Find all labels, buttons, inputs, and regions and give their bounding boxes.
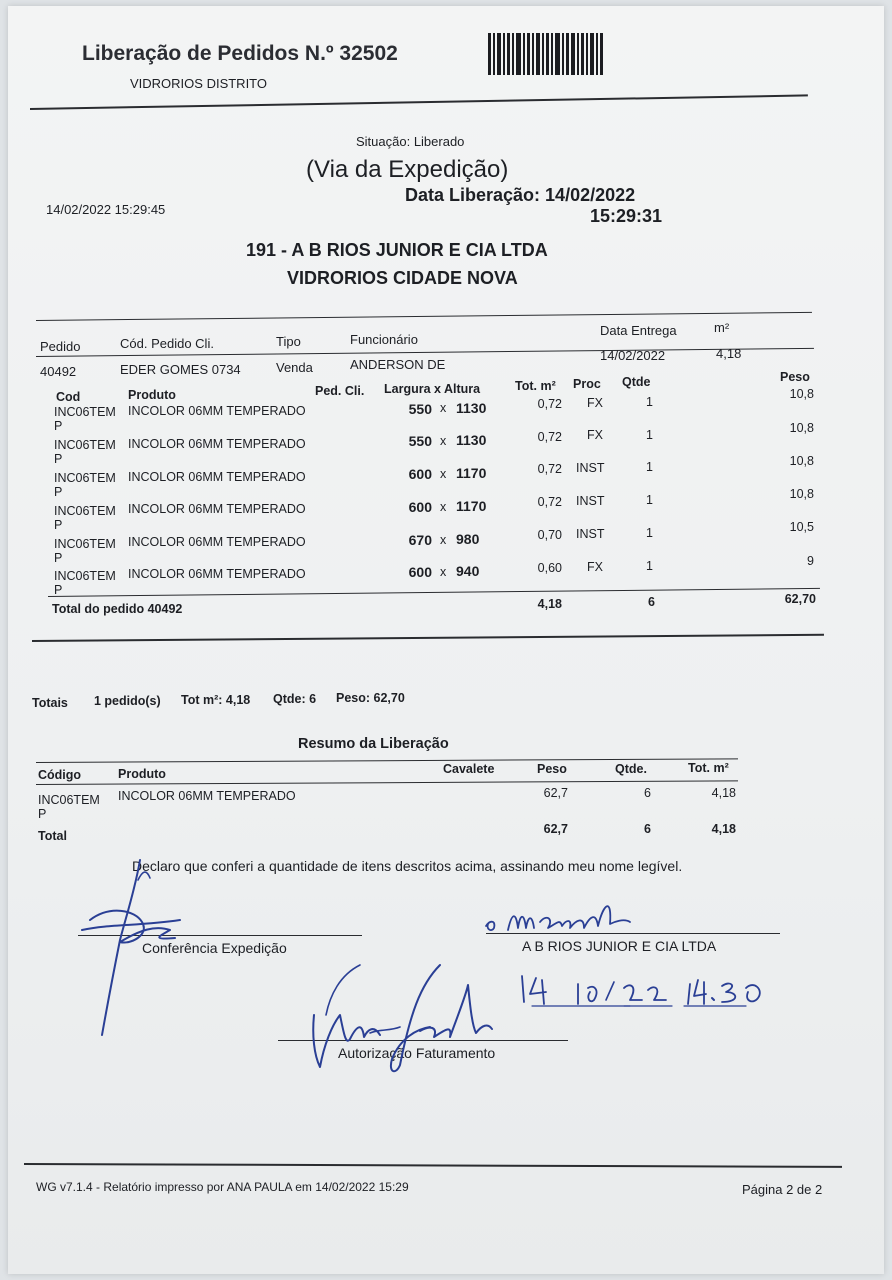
total-pedido-m2: 4,18 (537, 597, 562, 611)
item-peso: 10,8 (789, 387, 814, 401)
item-cod-suffix: P (54, 452, 63, 466)
item-cod-suffix: P (54, 518, 63, 532)
col-cod-pedido-cli: Cód. Pedido Cli. (120, 336, 214, 351)
resumo-col-codigo: Código (38, 768, 82, 782)
item-tot-m2: 0,60 (537, 561, 562, 575)
item-peso: 10,8 (789, 454, 814, 468)
resumo-total-label: Total (38, 829, 67, 843)
item-cod: INC06TEM (54, 504, 116, 518)
order-m2: 4,18 (716, 346, 742, 361)
item-largura: 550 (408, 401, 432, 417)
item-altura: 1170 (456, 465, 487, 481)
item-x: x (440, 565, 447, 579)
item-cod: INC06TEM (54, 405, 116, 419)
item-largura: 550 (408, 433, 432, 449)
footer-text: WG v7.1.4 - Relatório impresso por ANA PAULA em 14/02/2022 15:29 (36, 1180, 409, 1194)
document-subtitle: VIDRORIOS DISTRITO (130, 76, 267, 91)
document-title: Liberação de Pedidos N.º 32502 (82, 42, 398, 65)
item-peso: 10,8 (789, 421, 814, 435)
item-qtde: 1 (646, 395, 653, 409)
signature-label-empresa: A B RIOS JUNIOR E CIA LTDA (522, 938, 717, 954)
totais-pedidos: 1 pedido(s) (94, 694, 161, 708)
item-cod-suffix: P (54, 419, 63, 433)
item-altura: 1130 (456, 432, 487, 448)
item-produto: INCOLOR 06MM TEMPERADO (128, 404, 306, 418)
resumo-produto: INCOLOR 06MM TEMPERADO (118, 789, 296, 803)
resumo-qtde: 6 (644, 786, 651, 800)
item-proc: INST (576, 494, 605, 508)
signature-conferencia-drawing (80, 850, 200, 1050)
item-largura: 600 (408, 499, 432, 515)
resumo-col-cavalete: Cavalete (443, 762, 495, 776)
item-produto: INCOLOR 06MM TEMPERADO (128, 470, 306, 484)
item-qtde: 1 (646, 460, 653, 474)
item-col-peso: Peso (780, 370, 810, 384)
order-tipo: Venda (276, 360, 313, 375)
item-x: x (440, 401, 447, 415)
resumo-col-peso: Peso (537, 762, 567, 776)
item-x: x (440, 533, 447, 547)
item-altura: 1130 (456, 400, 487, 416)
item-produto: INCOLOR 06MM TEMPERADO (128, 437, 306, 451)
item-col-largura-altura: Largura x Altura (384, 382, 481, 396)
handwritten-date-drawing (518, 970, 788, 1010)
item-col-proc: Proc (573, 377, 601, 391)
totais-tot-m2: Tot m²: 4,18 (181, 693, 251, 707)
resumo-col-produto: Produto (118, 767, 166, 781)
signature-autorizacao-drawing (300, 955, 500, 1075)
item-tot-m2: 0,72 (537, 462, 562, 476)
item-cod-suffix: P (54, 485, 63, 499)
item-col-qtde: Qtde (622, 375, 651, 389)
resumo-total-m2: 4,18 (711, 822, 736, 836)
data-liberacao-time: 15:29:31 (590, 206, 663, 226)
item-col-produto: Produto (128, 388, 176, 402)
item-col-ped-cli: Ped. Cli. (315, 384, 365, 398)
via-expedicao-text: (Via da Expedição) (306, 156, 509, 183)
item-tot-m2: 0,72 (537, 430, 562, 444)
resumo-tot-m2: 4,18 (711, 786, 736, 800)
resumo-total-qtde: 6 (644, 822, 651, 836)
data-liberacao-label: Data Liberação: 14/02/2022 (405, 185, 636, 205)
col-funcionario: Funcionário (350, 332, 418, 347)
order-cod-pedido-cli: EDER GOMES 0734 (120, 362, 241, 377)
resumo-codigo-suffix: P (38, 807, 47, 821)
resumo-col-tot-m2: Tot. m² (688, 761, 729, 775)
resumo-total-peso: 62,7 (543, 822, 568, 836)
item-proc: INST (576, 461, 605, 475)
page-number: Página 2 de 2 (742, 1182, 823, 1197)
item-produto: INCOLOR 06MM TEMPERADO (128, 567, 306, 581)
col-m2: m² (714, 320, 730, 335)
item-cod: INC06TEM (54, 438, 116, 452)
totais-peso: Peso: 62,70 (336, 691, 405, 705)
item-col-cod: Cod (56, 390, 81, 404)
item-qtde: 1 (646, 428, 653, 442)
item-produto: INCOLOR 06MM TEMPERADO (128, 502, 306, 516)
item-peso: 10,8 (789, 487, 814, 501)
item-tot-m2: 0,72 (537, 397, 562, 411)
item-peso: 9 (807, 554, 814, 568)
resumo-col-qtde: Qtde. (615, 762, 647, 776)
order-pedido: 40492 (40, 364, 77, 379)
item-cod: INC06TEM (54, 471, 116, 485)
signature-label-conferencia: Conferência Expedição (142, 940, 287, 956)
order-data-entrega: 14/02/2022 (600, 348, 666, 363)
col-tipo: Tipo (276, 334, 301, 349)
item-altura: 940 (456, 563, 480, 579)
item-tot-m2: 0,72 (537, 495, 562, 509)
item-proc: FX (587, 428, 603, 442)
item-qtde: 1 (646, 559, 653, 573)
totais-label: Totais (32, 696, 68, 710)
totais-qtde: Qtde: 6 (273, 692, 317, 706)
item-cod-suffix: P (54, 551, 63, 565)
col-pedido: Pedido (40, 339, 81, 354)
item-largura: 600 (408, 466, 432, 482)
item-largura: 600 (408, 564, 432, 580)
item-x: x (440, 467, 447, 481)
total-pedido-qtde: 6 (648, 595, 655, 609)
total-pedido-label: Total do pedido 40492 (52, 602, 183, 616)
item-produto: INCOLOR 06MM TEMPERADO (128, 535, 306, 549)
print-datetime: 14/02/2022 15:29:45 (46, 202, 166, 217)
item-col-tot-m2: Tot. m² (515, 379, 556, 393)
item-largura: 670 (408, 532, 432, 548)
cliente-store: VIDRORIOS CIDADE NOVA (287, 268, 518, 288)
item-cod: INC06TEM (54, 569, 116, 583)
declaracao-text: Declaro que conferi a quantidade de itens descritos acima, assinando meu nome legível. (132, 858, 683, 874)
total-pedido-peso: 62,70 (784, 592, 816, 606)
item-qtde: 1 (646, 493, 653, 507)
item-cod: INC06TEM (54, 537, 116, 551)
item-cod-suffix: P (54, 583, 63, 597)
order-funcionario: ANDERSON DE (350, 357, 446, 372)
barcode (488, 33, 624, 75)
resumo-title: Resumo da Liberação (298, 736, 449, 752)
signature-label-autorizacao: Autorização Faturamento (338, 1045, 496, 1061)
item-altura: 980 (456, 531, 480, 547)
item-altura: 1170 (456, 498, 487, 514)
signature-empresa-drawing (480, 882, 660, 942)
item-x: x (440, 434, 447, 448)
item-peso: 10,5 (789, 520, 814, 534)
situacao-text: Situação: Liberado (356, 134, 465, 149)
resumo-codigo: INC06TEM (38, 793, 100, 807)
item-qtde: 1 (646, 526, 653, 540)
item-tot-m2: 0,70 (537, 528, 562, 542)
cliente-name: 191 - A B RIOS JUNIOR E CIA LTDA (246, 240, 548, 260)
col-data-entrega: Data Entrega (600, 323, 677, 338)
item-proc: FX (587, 396, 603, 410)
item-proc: FX (587, 560, 603, 574)
item-x: x (440, 500, 447, 514)
resumo-peso: 62,7 (543, 786, 568, 800)
item-proc: INST (576, 527, 605, 541)
